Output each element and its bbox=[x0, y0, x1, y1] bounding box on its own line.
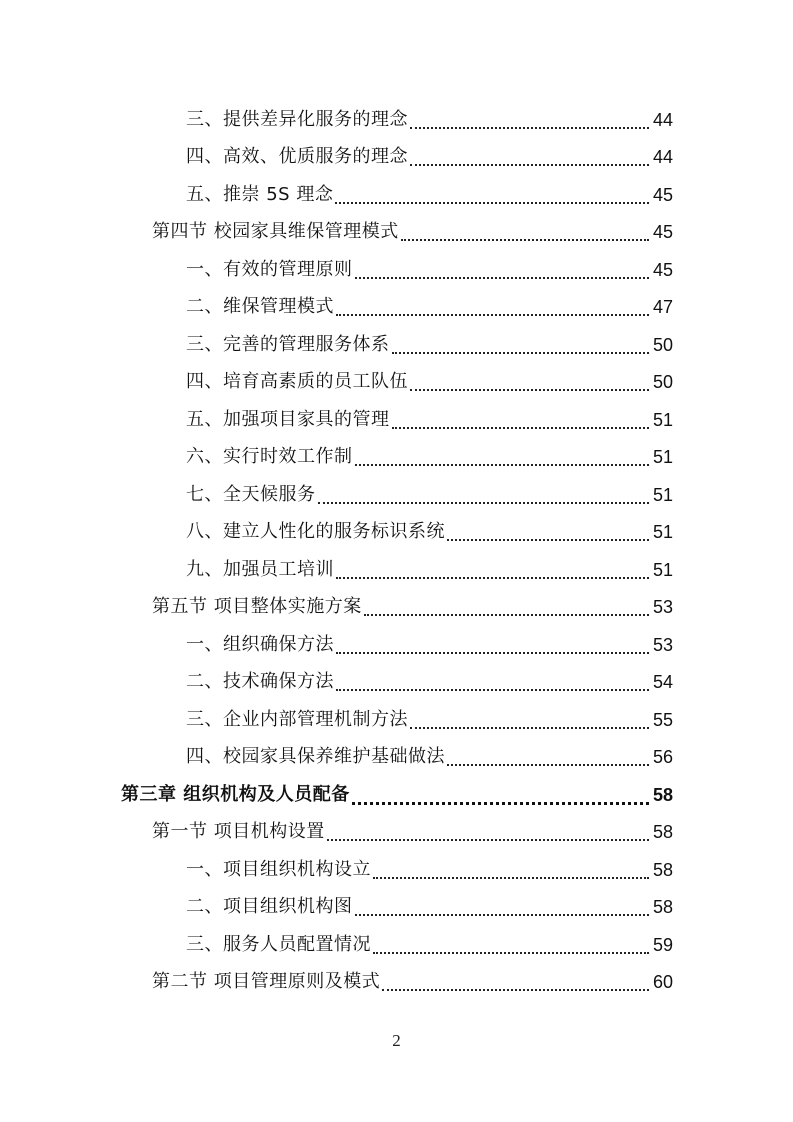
toc-entry-title: 二、技术确保方法 bbox=[186, 671, 334, 693]
toc-entry-page: 53 bbox=[652, 634, 673, 655]
dot-leader bbox=[447, 538, 649, 541]
toc-entry-title: 三、服务人员配置情况 bbox=[186, 933, 371, 955]
toc-entry-page: 50 bbox=[652, 372, 673, 393]
toc-entry-title: 九、加强员工培训 bbox=[186, 558, 334, 580]
dot-leader bbox=[336, 576, 649, 579]
toc-entry-title: 二、维保管理模式 bbox=[186, 296, 334, 318]
dot-leader bbox=[373, 876, 649, 879]
toc-entry-page: 51 bbox=[652, 409, 673, 430]
toc-entry-title: 一、组织确保方法 bbox=[186, 633, 334, 655]
toc-entry-page: 51 bbox=[652, 522, 673, 543]
toc-entry[interactable] bbox=[0, 926, 793, 964]
toc-entry[interactable] bbox=[0, 626, 793, 664]
toc-section-entry[interactable] bbox=[0, 964, 793, 1002]
toc-entry[interactable] bbox=[0, 101, 793, 139]
toc-entry-page: 56 bbox=[652, 747, 673, 768]
toc-entry-page: 44 bbox=[652, 147, 673, 168]
toc-entry-page: 58 bbox=[652, 859, 673, 880]
toc-entry-page: 44 bbox=[652, 109, 673, 130]
dot-leader bbox=[410, 163, 649, 166]
toc-entry-title: 第五节 项目整体实施方案 bbox=[152, 596, 362, 618]
dot-leader bbox=[336, 313, 649, 316]
toc-entry-page: 60 bbox=[652, 972, 673, 993]
toc-entry[interactable] bbox=[0, 514, 793, 552]
toc-entry-title: 第三章 组织机构及人员配备 bbox=[121, 783, 350, 805]
toc-entry-page: 58 bbox=[652, 784, 673, 805]
toc-entry-title: 四、高效、优质服务的理念 bbox=[186, 146, 408, 168]
dot-leader bbox=[382, 988, 649, 991]
table-of-contents bbox=[0, 101, 793, 1001]
toc-section-entry[interactable] bbox=[0, 214, 793, 252]
toc-entry-title: 三、企业内部管理机制方法 bbox=[186, 708, 408, 730]
toc-entry[interactable] bbox=[0, 326, 793, 364]
toc-entry[interactable] bbox=[0, 251, 793, 289]
toc-entry[interactable] bbox=[0, 701, 793, 739]
dot-leader bbox=[373, 951, 649, 954]
toc-entry[interactable] bbox=[0, 289, 793, 327]
toc-entry[interactable] bbox=[0, 401, 793, 439]
dot-leader bbox=[336, 651, 649, 654]
toc-entry[interactable] bbox=[0, 139, 793, 177]
dot-leader bbox=[410, 388, 649, 391]
toc-entry-page: 58 bbox=[652, 822, 673, 843]
toc-entry[interactable] bbox=[0, 551, 793, 589]
toc-entry-title: 五、加强项目家具的管理 bbox=[186, 408, 390, 430]
toc-entry-page: 50 bbox=[652, 334, 673, 355]
toc-entry-title: 一、有效的管理原则 bbox=[186, 258, 353, 280]
toc-entry-title: 二、项目组织机构图 bbox=[186, 896, 353, 918]
toc-entry-title: 五、推崇 5S 理念 bbox=[186, 183, 334, 205]
dot-leader bbox=[318, 501, 650, 504]
toc-entry-page: 55 bbox=[652, 709, 673, 730]
toc-entry-title: 六、实行时效工作制 bbox=[186, 446, 353, 468]
toc-section-entry[interactable] bbox=[0, 814, 793, 852]
dot-leader bbox=[364, 613, 649, 616]
dot-leader bbox=[355, 913, 650, 916]
page-number: 2 bbox=[392, 1031, 401, 1050]
toc-entry-title: 八、建立人性化的服务标识系统 bbox=[186, 521, 445, 543]
toc-entry[interactable] bbox=[0, 364, 793, 402]
toc-entry[interactable] bbox=[0, 664, 793, 702]
toc-chapter-entry[interactable] bbox=[0, 776, 793, 814]
dot-leader bbox=[335, 201, 649, 204]
dot-leader bbox=[401, 238, 649, 241]
toc-entry-title: 三、提供差异化服务的理念 bbox=[186, 108, 408, 130]
toc-entry-page: 51 bbox=[652, 447, 673, 468]
toc-entry-title: 三、完善的管理服务体系 bbox=[186, 333, 390, 355]
toc-entry-title: 七、全天候服务 bbox=[186, 483, 316, 505]
toc-entry-page: 45 bbox=[652, 184, 673, 205]
dot-leader bbox=[447, 763, 649, 766]
toc-entry[interactable] bbox=[0, 439, 793, 477]
toc-entry-title: 第二节 项目管理原则及模式 bbox=[152, 971, 381, 993]
toc-entry[interactable] bbox=[0, 739, 793, 777]
dot-leader bbox=[410, 126, 649, 129]
dot-leader bbox=[392, 426, 650, 429]
dot-leader bbox=[336, 688, 649, 691]
toc-entry-page: 47 bbox=[652, 297, 673, 318]
toc-entry-page: 54 bbox=[652, 672, 673, 693]
toc-entry[interactable] bbox=[0, 476, 793, 514]
toc-entry-title: 第一节 项目机构设置 bbox=[152, 821, 325, 843]
dot-leader bbox=[392, 351, 650, 354]
toc-entry-title: 四、校园家具保养维护基础做法 bbox=[186, 746, 445, 768]
toc-entry-page: 45 bbox=[652, 259, 673, 280]
toc-entry-page: 59 bbox=[652, 934, 673, 955]
toc-entry-page: 58 bbox=[652, 897, 673, 918]
toc-entry-title: 第四节 校园家具维保管理模式 bbox=[152, 221, 399, 243]
toc-entry-title: 一、项目组织机构设立 bbox=[186, 858, 371, 880]
toc-entry-page: 51 bbox=[652, 484, 673, 505]
toc-entry[interactable] bbox=[0, 851, 793, 889]
toc-entry[interactable] bbox=[0, 889, 793, 927]
toc-entry-page: 45 bbox=[652, 222, 673, 243]
dot-leader bbox=[327, 838, 649, 841]
dot-leader bbox=[410, 726, 649, 729]
dot-leader bbox=[352, 801, 649, 805]
toc-section-entry[interactable] bbox=[0, 589, 793, 627]
dot-leader bbox=[355, 276, 650, 279]
dot-leader bbox=[355, 463, 650, 466]
toc-entry-title: 四、培育高素质的员工队伍 bbox=[186, 371, 408, 393]
toc-entry[interactable] bbox=[0, 176, 793, 214]
toc-entry-page: 51 bbox=[652, 559, 673, 580]
toc-entry-page: 53 bbox=[652, 597, 673, 618]
